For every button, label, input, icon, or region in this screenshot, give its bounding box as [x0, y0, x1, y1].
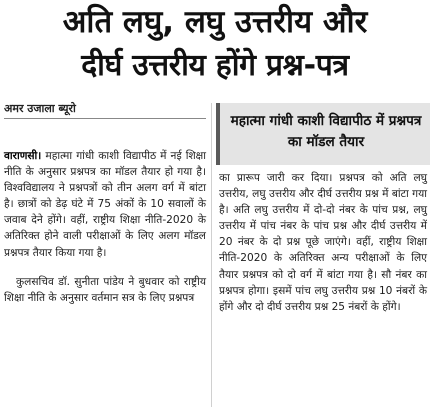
byline-divider — [4, 118, 206, 119]
sidebar-title: महात्मा गांधी काशी विद्यापीठ में प्रश्नपत्र का मॉडल तैयार — [230, 113, 422, 150]
dateline: वाराणसी। — [4, 150, 42, 162]
paragraph-1 — [4, 148, 206, 261]
headline-line-2: दीर्घ उत्तरीय होंगे प्रश्न-पत्र — [81, 48, 349, 83]
paragraph-1-text: महात्मा गांधी काशी विद्यापीठ में नई शिक्षा नीति के अनुसार प्रश्नपत्र का मॉडल तैयार हो गया है। विश्वविद्यालय ने प्रश्नपत्रों को तीन अलग वर्ग में बांटा है। छात्रों को डेढ़ घंटे में 75 अंकों के 10 सवालों के जवाब देने होंगे। वहीं, राष्ट्रीय शिक्षा नीति-2020 के अतिरिक्त होने वाली परीक्षाओं के लिए अलग मॉडल प्रश्नपत्र तैयार किया गया है। — [4, 150, 206, 259]
column-divider — [211, 103, 212, 407]
left-column — [4, 148, 206, 306]
headline — [4, 0, 426, 88]
sidebar-box — [216, 103, 430, 165]
paragraph-2: कुलसचिव डॉ. सुनीता पांडेय ने बुधवार को राष्ट्रीय शिक्षा नीति के अनुसार वर्तमान सत्र के लिए प्रश्नपत्र — [4, 275, 206, 304]
headline-line-1: अति लघु, लघु उत्तरीय और — [62, 4, 368, 40]
byline: अमर उजाला ब्यूरो — [4, 102, 76, 115]
right-column: का प्रारूप जारी कर दिया। प्रश्नपत्र को अति लघु उत्तरीय, लघु उत्तरीय और दीर्घ उत्तरीय प्रश्न में बांटा गया है। अति लघु उत्तरीय में दो-दो नंबर के पांच प्रश्न, लघु उत्तरीय में पांच नंबर के पांच प्रश्न और दीर्घ उत्तरीय में 20 नंबर के दो प्रश्न पूछे जाएंगे। वहीं, राष्ट्रीय शिक्षा नीति-2020 के अतिरिक्त अन्य परीक्षाओं के लिए तैयार प्रश्नपत्र को दो वर्ग में बांटा गया है। सौ नंबर का प्रश्नपत्र होगा। इसमें पांच लघु उत्तरीय प्रश्न 10 नंबरों के होंगे और दो दीर्घ उत्तरीय प्रश्न 25 नंबरों के होंगे। — [219, 172, 427, 313]
